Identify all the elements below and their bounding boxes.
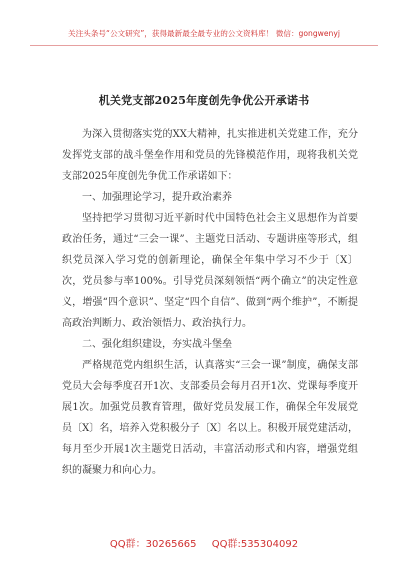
document-body (62, 124, 358, 481)
section-paragraph-1: 坚持把学习贯彻习近平新时代中国特色社会主义思想作为首要政治任务，通过“三会一课”、主题党日活动、专题讲座等形式，组织党员深入学习党的创新理论，确保全年集中学习不少于〔X〕次，党员参与率100%。引导党员深刻领悟“两个确立”的决定性意义，增强“四个意识”、坚定“四个自信”、做到“两个维护”，不断提高政治判断力、政治领悟力、政治执行力。 (62, 213, 358, 329)
section-heading-2: 二、强化组织建设，夯实战斗堡垒 (82, 339, 232, 350)
section-heading-1: 一、加强理论学习，提升政治素养 (82, 192, 232, 203)
intro-paragraph: 为深入贯彻落实党的XX大精神，扎实推进机关党建工作，充分发挥党支部的战斗堡垒作用和党员的先锋模范作用，现将我机关党支部2025年度创先争优工作承诺如下： (62, 129, 358, 182)
header-promo-text: 关注头条号“公文研究”，获得最新最全最专业的公文资料库！ 微信：gongwenyj (68, 29, 340, 38)
footer-qq-group-2: QQ群:535304092 (211, 539, 299, 550)
footer-contact (0, 535, 408, 550)
section-paragraph-2: 严格规范党内组织生活，认真落实“三会一课”制度，确保支部党员大会每季度召开1次、支部委员会每月召开1次、党课每季度开展1次。加强党员教育管理，做好党员发展工作，确保全年发展党员〔X〕名，培养入党积极分子〔X〕名以上。积极开展党建活动，每月至少开展1次主题党日活动，丰富活动形式和内容，增强党组织的凝聚力和向心力。 (62, 360, 358, 476)
footer-qq-group-1: QQ群：30265665 (109, 539, 197, 550)
header-divider (30, 45, 378, 46)
document-title: 机关党支部2025年度创先争优公开承诺书 (98, 94, 310, 107)
